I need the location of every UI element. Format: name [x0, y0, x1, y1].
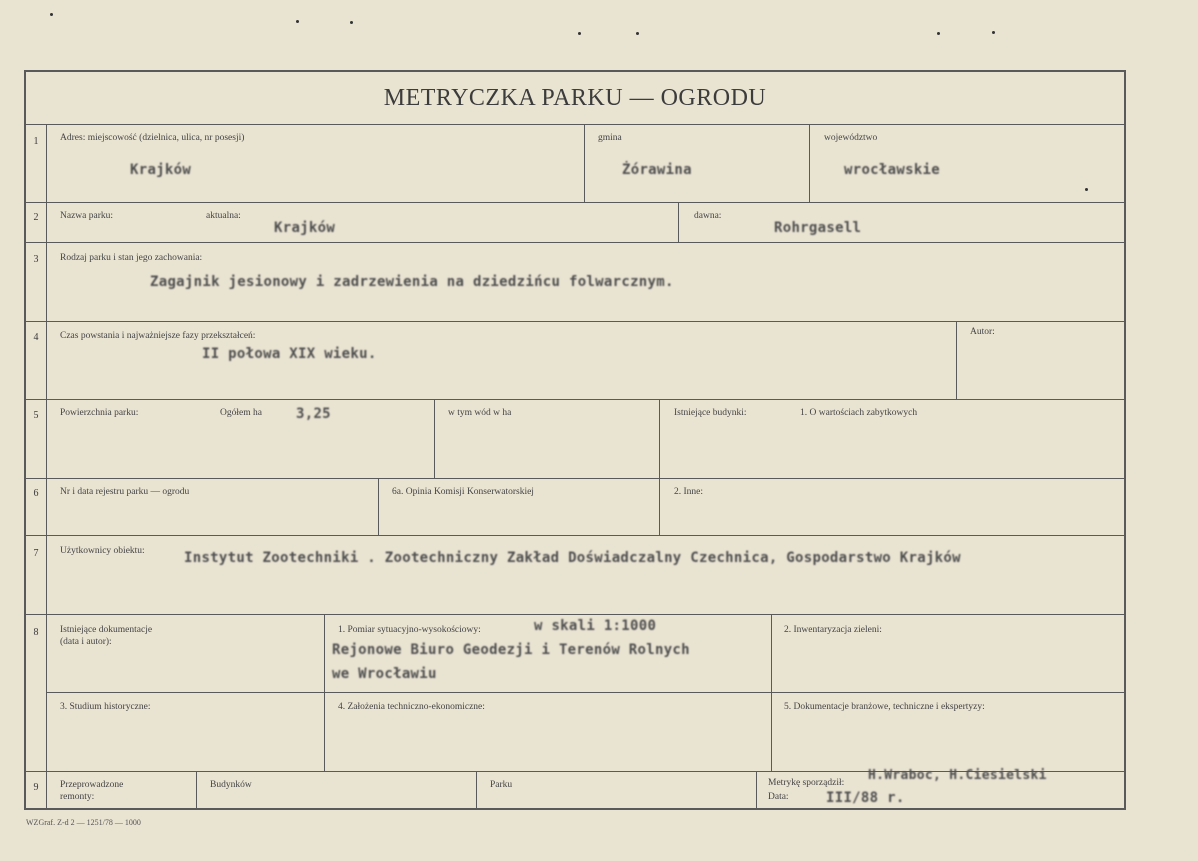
column-divider	[809, 124, 810, 202]
origin-value: II połowa XIX wieku.	[202, 346, 377, 362]
address-label: Adres: miejscowość (dzielnica, ulica, nr posesji)	[60, 133, 245, 143]
current-name-label: aktualna:	[206, 211, 241, 221]
gmina-label: gmina	[598, 133, 622, 143]
row-number: 1	[33, 136, 39, 147]
historical-study-label: 3. Studium historyczne:	[60, 702, 151, 712]
row-number: 7	[33, 548, 39, 559]
survey-label: 1. Pomiar sytuacyjno-wysokościowy:	[338, 625, 481, 635]
column-divider	[771, 614, 772, 771]
park-record-card	[24, 70, 1126, 810]
row-number: 2	[33, 212, 39, 223]
survey-scale-value: w skali 1:1000	[534, 618, 657, 634]
current-name-value: Krajków	[274, 220, 336, 236]
voivodeship-value: wrocławskie	[844, 162, 941, 178]
documentation-label: Istniejące dokumentacje	[60, 625, 153, 635]
origin-label: Czas powstania i najważniejsze fazy przekształceń:	[60, 331, 256, 341]
scan-speck	[636, 32, 639, 35]
other-buildings-label: 2. Inne:	[674, 487, 704, 497]
survey-office-value: Rejonowe Biuro Geodezji i Terenów Rolnych	[332, 642, 690, 658]
row-number: 3	[33, 254, 39, 265]
row-divider	[26, 202, 1124, 203]
gmina-value: Żórawina	[622, 162, 692, 178]
former-name-value: Rohrgasell	[774, 220, 862, 236]
commission-opinion-label: 6a. Opinia Komisji Konserwatorskiej	[392, 487, 534, 497]
survey-city-value: we Wrocławiu	[332, 666, 437, 682]
park-repairs-label: Parku	[490, 780, 513, 790]
water-area-label: w tym wód w ha	[448, 408, 512, 418]
row-divider	[26, 399, 1124, 400]
number-column-divider	[46, 124, 47, 810]
voivodeship-label: województwo	[824, 133, 878, 143]
former-name-label: dawna:	[694, 211, 722, 221]
scan-speck	[350, 21, 353, 24]
column-divider	[196, 771, 197, 810]
address-value: Krajków	[130, 162, 192, 178]
scan-speck	[992, 31, 995, 34]
date-label: Data:	[768, 792, 789, 802]
register-label: Nr i data rejestru parku — ogrodu	[60, 487, 190, 497]
park-type-label: Rodzaj parku i stan jego zachowania:	[60, 253, 203, 263]
scan-speck	[50, 13, 53, 16]
row-number: 4	[33, 332, 39, 343]
park-name-label: Nazwa parku:	[60, 211, 114, 221]
scan-speck	[578, 32, 581, 35]
scan-speck	[937, 32, 940, 35]
prepared-by-value: H.Wraboc, H.Ciesielski	[868, 768, 1047, 783]
row-divider	[26, 321, 1124, 322]
column-divider	[956, 321, 957, 399]
column-divider	[659, 399, 660, 535]
total-area-label: Ogółem ha	[220, 408, 262, 418]
column-divider	[434, 399, 435, 478]
tech-economic-label: 4. Założenia techniczno-ekonomiczne:	[338, 702, 485, 712]
prepared-by-label: Metrykę sporządził:	[768, 778, 845, 788]
scan-speck	[1085, 188, 1088, 191]
building-repairs-label: Budynków	[210, 780, 252, 790]
branch-docs-label: 5. Dokumentacje branżowe, techniczne i ekspertyzy:	[784, 702, 985, 712]
buildings-label: Istniejące budynki:	[674, 408, 747, 418]
column-divider	[678, 202, 679, 242]
documentation-sublabel: (data i autor):	[60, 637, 112, 647]
area-label: Powierzchnia parku:	[60, 408, 139, 418]
greenery-inventory-label: 2. Inwentaryzacja zieleni:	[784, 625, 882, 635]
column-divider	[584, 124, 585, 202]
row-divider	[26, 242, 1124, 243]
column-divider	[476, 771, 477, 810]
users-value: Instytut Zootechniki . Zootechniczny Zakład Doświadczalny Czechnica, Gospodarstwo Krajków	[184, 550, 961, 566]
print-footer: WZGraf. Z-d 2 — 1251/78 — 1000	[26, 818, 141, 827]
column-divider	[378, 478, 379, 535]
date-value: III/88 r.	[826, 790, 905, 806]
row-divider	[46, 692, 1126, 693]
row-number: 6	[33, 488, 39, 499]
card-title: METRYCZKA PARKU — OGRODU	[26, 72, 1124, 125]
scan-speck	[296, 20, 299, 23]
row-divider	[26, 614, 1124, 615]
row-number: 5	[33, 410, 39, 421]
row-number: 9	[33, 782, 39, 793]
repairs-label: Przeprowadzone	[60, 780, 124, 790]
column-divider	[324, 614, 325, 771]
total-area-value: 3,25	[296, 406, 331, 422]
users-label: Użytkownicy obiektu:	[60, 546, 145, 556]
author-label: Autor:	[970, 327, 995, 337]
monument-buildings-label: 1. O wartościach zabytkowych	[800, 408, 918, 418]
row-number: 8	[33, 627, 39, 638]
row-divider	[26, 478, 1124, 479]
repairs-sublabel: remonty:	[60, 792, 95, 802]
row-divider	[26, 535, 1124, 536]
column-divider	[756, 771, 757, 810]
park-type-value: Zagajnik jesionowy i zadrzewienia na dziedzińcu folwarcznym.	[150, 274, 674, 290]
